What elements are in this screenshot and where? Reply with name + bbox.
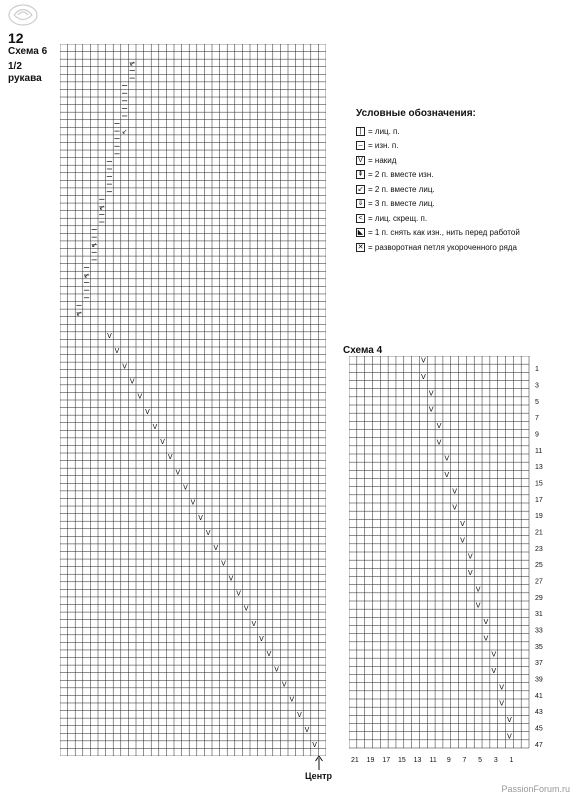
svg-text:V: V bbox=[312, 741, 317, 750]
svg-text:V: V bbox=[243, 604, 249, 613]
row-number: 41 bbox=[535, 692, 543, 700]
schema6-title: Схема 6 bbox=[8, 46, 48, 57]
svg-text:V: V bbox=[475, 584, 481, 594]
legend-item bbox=[356, 153, 566, 168]
svg-text:V: V bbox=[175, 468, 181, 477]
svg-text:V: V bbox=[483, 633, 489, 643]
svg-text:V: V bbox=[491, 666, 497, 676]
legend-item bbox=[356, 124, 566, 139]
svg-text:V: V bbox=[251, 619, 257, 628]
svg-text:V: V bbox=[122, 362, 127, 371]
row-number: 21 bbox=[535, 529, 543, 537]
row-number: 7 bbox=[535, 415, 539, 423]
row-number: 11 bbox=[535, 447, 543, 455]
legend-title: Условные обозначения: bbox=[356, 108, 476, 119]
legend-text: = 1 п. снять как изн., нить перед работой bbox=[368, 228, 520, 238]
row-number: 5 bbox=[535, 398, 539, 406]
svg-text:V: V bbox=[266, 650, 272, 659]
svg-text:V: V bbox=[107, 332, 112, 341]
column-number: 15 bbox=[397, 757, 406, 764]
legend-text: = 3 п. вместе лиц. bbox=[368, 199, 435, 209]
column-number: 19 bbox=[366, 757, 375, 764]
svg-text:↙: ↙ bbox=[76, 309, 82, 318]
row-number: 35 bbox=[535, 643, 543, 651]
row-number: 15 bbox=[535, 480, 543, 488]
legend-item bbox=[356, 226, 566, 241]
svg-text:V: V bbox=[259, 635, 264, 644]
center-label: Центр bbox=[305, 771, 333, 781]
svg-text:V: V bbox=[152, 422, 158, 431]
row-number: 33 bbox=[535, 627, 543, 635]
legend bbox=[356, 108, 566, 255]
legend-text: = разворотная петля укороченного ряда bbox=[368, 242, 517, 252]
legend-text: = изн. п. bbox=[368, 141, 399, 151]
row-number: 37 bbox=[535, 660, 543, 668]
row-number: 13 bbox=[535, 464, 543, 472]
svg-text:V: V bbox=[228, 574, 234, 583]
svg-text:V: V bbox=[475, 600, 481, 610]
knit-stitch-icon: | bbox=[356, 127, 365, 136]
svg-text:V: V bbox=[483, 617, 489, 627]
svg-text:V: V bbox=[499, 698, 505, 708]
center-arrow-icon bbox=[315, 756, 323, 770]
purl-stitch-icon: – bbox=[356, 141, 365, 150]
row-number: 29 bbox=[535, 594, 543, 602]
legend-item bbox=[356, 197, 566, 212]
schema4-row-numbers bbox=[535, 366, 543, 749]
svg-text:V: V bbox=[137, 392, 143, 401]
row-number: 45 bbox=[535, 725, 543, 733]
svg-text:V: V bbox=[436, 421, 442, 431]
svg-text:V: V bbox=[167, 453, 173, 462]
svg-text:V: V bbox=[304, 725, 310, 734]
schema4-title: Схема 4 bbox=[343, 345, 383, 356]
knit-three-together-icon: ⇓ bbox=[357, 200, 364, 208]
svg-text:V: V bbox=[160, 438, 165, 447]
short-row-turn-icon: ✕ bbox=[357, 243, 364, 251]
legend-item bbox=[356, 182, 566, 197]
svg-text:V: V bbox=[444, 453, 450, 463]
svg-text:V: V bbox=[190, 498, 196, 507]
slip-stitch-icon: ◣ bbox=[357, 229, 364, 237]
svg-text:V: V bbox=[444, 470, 450, 480]
row-number: 23 bbox=[535, 545, 543, 553]
schema4-chart-grid bbox=[349, 356, 574, 771]
column-number: 7 bbox=[462, 757, 467, 764]
svg-text:V: V bbox=[297, 710, 302, 719]
column-number: 3 bbox=[493, 757, 498, 764]
legend-items bbox=[356, 124, 566, 255]
svg-text:V: V bbox=[274, 665, 279, 674]
svg-text:V: V bbox=[236, 589, 241, 598]
svg-text:V: V bbox=[467, 551, 473, 561]
legend-text: = накид bbox=[368, 155, 397, 165]
yarn-over-icon: V bbox=[356, 156, 365, 165]
svg-text:V: V bbox=[452, 502, 458, 512]
svg-text:V: V bbox=[198, 513, 203, 522]
row-number: 25 bbox=[535, 562, 543, 570]
page-number: 12 bbox=[8, 30, 24, 46]
svg-text:↙: ↙ bbox=[98, 203, 105, 212]
svg-text:V: V bbox=[420, 372, 426, 382]
svg-text:V: V bbox=[507, 715, 512, 725]
legend-item bbox=[356, 240, 566, 255]
svg-text:↙: ↙ bbox=[91, 241, 98, 250]
svg-text:V: V bbox=[428, 404, 434, 414]
svg-text:V: V bbox=[491, 649, 497, 659]
legend-item bbox=[356, 211, 566, 226]
column-number: 17 bbox=[382, 757, 391, 764]
row-number: 19 bbox=[535, 513, 543, 521]
rose-logo-icon bbox=[4, 2, 42, 28]
svg-text:V: V bbox=[213, 544, 219, 553]
column-number: 9 bbox=[446, 757, 451, 764]
svg-text:↙: ↙ bbox=[121, 127, 128, 136]
svg-text:V: V bbox=[420, 356, 426, 365]
svg-text:V: V bbox=[452, 486, 458, 496]
svg-text:V: V bbox=[129, 377, 135, 386]
svg-text:V: V bbox=[183, 483, 188, 492]
schema6-chart-grid bbox=[60, 44, 326, 756]
knit-two-together-icon: ↙ bbox=[357, 185, 364, 193]
row-number: 39 bbox=[535, 676, 543, 684]
schema6-subtitle-fraction: 1/2 bbox=[8, 61, 22, 72]
row-number: 9 bbox=[535, 431, 539, 439]
schema6-subtitle-sleeve: рукава bbox=[8, 73, 42, 84]
column-number: 11 bbox=[429, 757, 437, 764]
watermark: PassionForum.ru bbox=[501, 784, 570, 794]
svg-text:V: V bbox=[460, 535, 465, 545]
svg-text:↙: ↙ bbox=[83, 271, 90, 280]
row-number: 43 bbox=[535, 709, 543, 717]
column-number: 13 bbox=[413, 757, 422, 764]
knit-crossed-icon: < bbox=[356, 214, 365, 223]
svg-text:V: V bbox=[436, 437, 442, 447]
row-number: 31 bbox=[535, 611, 543, 619]
svg-text:V: V bbox=[460, 519, 465, 529]
svg-text:V: V bbox=[114, 347, 120, 356]
row-number: 3 bbox=[535, 382, 539, 390]
purl-two-together-icon: ⇞ bbox=[357, 171, 364, 179]
legend-text: = 2 п. вместе изн. bbox=[368, 170, 434, 180]
svg-text:V: V bbox=[428, 388, 434, 398]
svg-text:V: V bbox=[499, 682, 505, 692]
row-number: 47 bbox=[535, 741, 543, 749]
column-number: 21 bbox=[351, 757, 359, 764]
svg-text:↙: ↙ bbox=[129, 59, 136, 68]
schema4-column-numbers bbox=[351, 757, 513, 764]
svg-text:V: V bbox=[221, 559, 226, 568]
legend-item bbox=[356, 139, 566, 154]
legend-item bbox=[356, 168, 566, 183]
row-number: 1 bbox=[535, 366, 539, 374]
column-number: 1 bbox=[509, 757, 514, 764]
svg-text:V: V bbox=[145, 407, 150, 416]
legend-text: = 2 п. вместе лиц. bbox=[368, 184, 435, 194]
svg-text:V: V bbox=[205, 528, 211, 537]
row-number: 27 bbox=[535, 578, 543, 586]
svg-text:V: V bbox=[507, 731, 512, 741]
svg-text:V: V bbox=[281, 680, 287, 689]
svg-text:V: V bbox=[467, 568, 473, 578]
column-number: 5 bbox=[478, 757, 483, 764]
legend-text: = лиц. скрещ. п. bbox=[368, 213, 428, 223]
svg-text:V: V bbox=[289, 695, 295, 704]
legend-text: = лиц. п. bbox=[368, 126, 400, 136]
row-number: 17 bbox=[535, 496, 543, 504]
